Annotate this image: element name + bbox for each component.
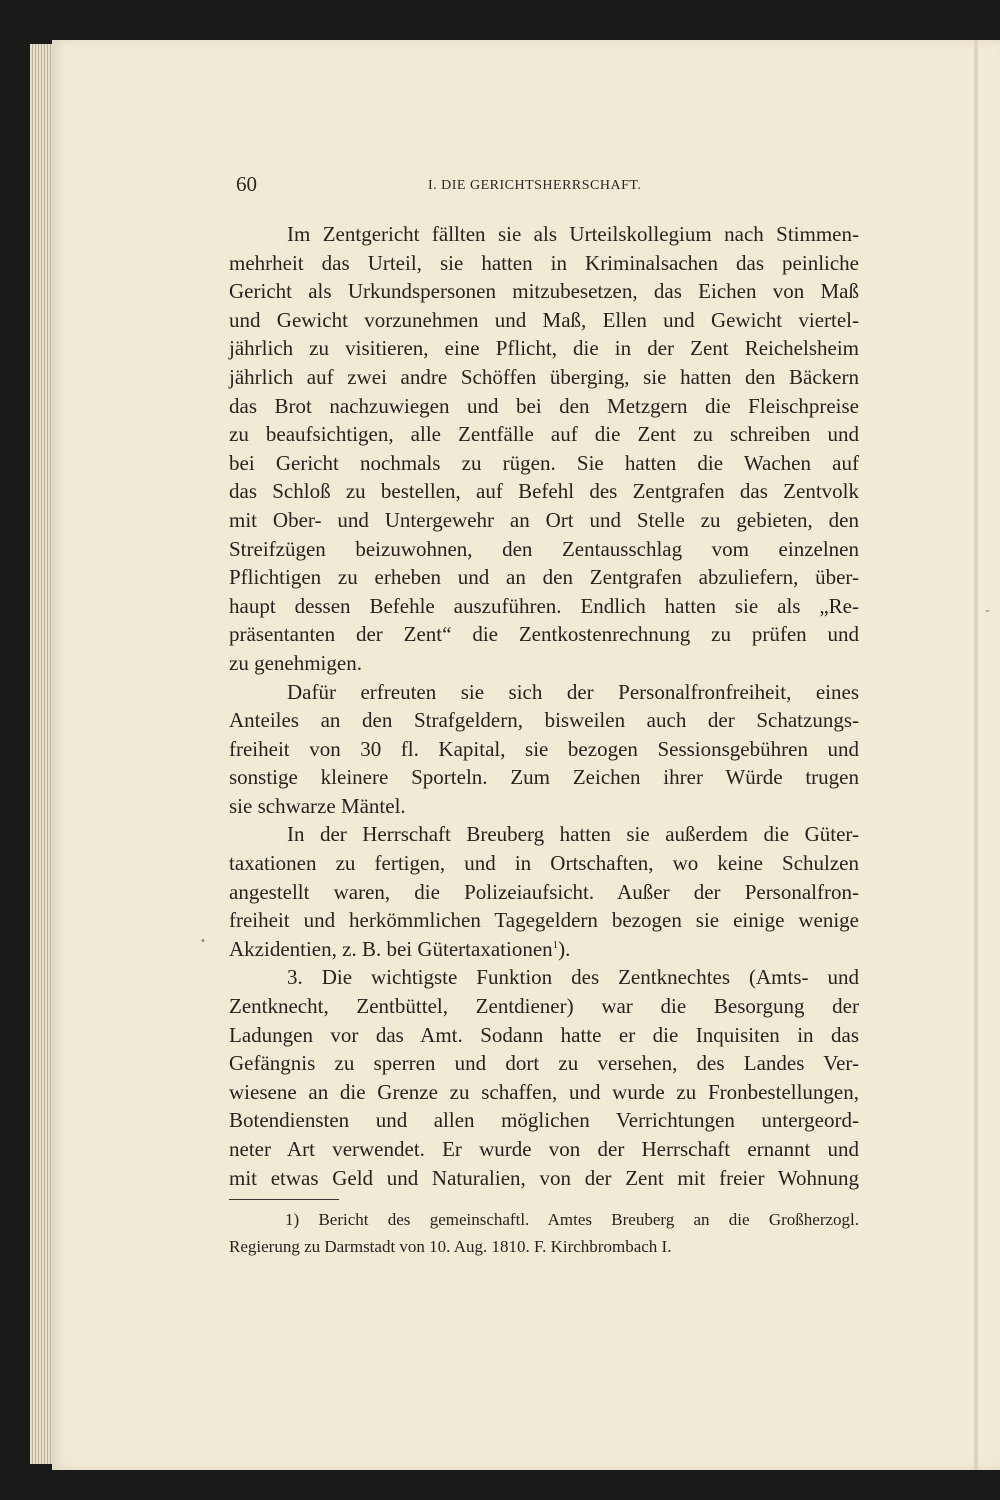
text-line: Dafür erfreuten sie sich der Personalfronfreiheit, eines	[287, 679, 859, 704]
text-line: Anteiles an den Strafgeldern, bisweilen auch der Schatzungs-	[229, 708, 859, 733]
text-line: Gefängnis zu sperren und dort zu versehen, des Landes Ver-	[229, 1051, 859, 1076]
text-line: jährlich zu visitieren, eine Pflicht, die in der Zent Reichelsheim	[229, 336, 859, 361]
margin-tick: -	[985, 603, 991, 619]
text-line: Im Zentgericht fällten sie als Urteilskollegium nach Stimmen-	[287, 222, 859, 246]
text-line: Streifzügen beizuwohnen, den Zentausschlag vom einzelnen	[229, 536, 859, 561]
facing-page-edge	[974, 40, 978, 1470]
text-line: 3. Die wichtigste Funktion des Zentknechtes (Amts- und	[287, 965, 859, 990]
running-head: I. DIE GERICHTSHERRSCHAFT.	[428, 178, 642, 193]
text-line: mehrheit das Urteil, sie hatten in Kriminalsachen das peinliche	[229, 250, 859, 275]
text-line: taxationen zu fertigen, und in Ortschaften, wo keine Schulzen	[229, 851, 859, 876]
text-line: zu genehmigen.	[229, 650, 362, 675]
footnote-line	[229, 1206, 859, 1233]
footnote-reference: 1	[552, 938, 559, 951]
text-line: freiheit und herkömmlichen Tagegeldern bezogen sie einige wenige	[229, 908, 859, 933]
text-line: bei Gericht nochmals zu rügen. Sie hatten die Wachen auf	[229, 450, 859, 475]
text-line: wiesene an die Grenze zu schaffen, und wurde zu Fronbestellungen,	[229, 1079, 859, 1104]
margin-dot: •	[200, 936, 206, 947]
text-line: Akzidentien, z. B. bei Gütertaxationen	[229, 936, 553, 961]
text-line: haupt dessen Befehle auszuführen. Endlich hatten sie als „Re-	[229, 593, 859, 618]
text-line: präsentanten der Zent“ die Zentkostenrechnung zu prüfen und	[229, 622, 859, 647]
footnote	[229, 1206, 859, 1260]
text-line: Gericht als Urkundspersonen mitzubesetzen, das Eichen von Maß	[229, 279, 859, 304]
text-line: das Schloß zu bestellen, auf Befehl des Zentgrafen das Zentvolk	[229, 479, 859, 504]
text-line: Ladungen vor das Amt. Sodann hatte er die Inquisiten in das	[229, 1022, 859, 1047]
text-line: und Gewicht vorzunehmen und Maß, Ellen und Gewicht viertel-	[229, 307, 859, 332]
text-line: Zentknecht, Zentbüttel, Zentdiener) war die Besorgung der	[229, 994, 859, 1019]
text-line: Botendiensten und allen möglichen Verrichtungen untergeord-	[229, 1108, 859, 1133]
text-line: mit Ober- und Untergewehr an Ort und Stelle zu gebieten, den	[229, 507, 859, 532]
footnote-divider	[229, 1199, 339, 1200]
footnote-reference-tail: ).	[558, 936, 571, 961]
text-line: In der Herrschaft Breuberg hatten sie außerdem die Güter-	[287, 822, 859, 847]
body-text	[229, 220, 859, 1192]
footnote-line: Regierung zu Darmstadt von 10. Aug. 1810. F. Kirchbrombach I.	[229, 1237, 672, 1256]
text-line: zu beaufsichtigen, alle Zentfälle auf die Zent zu schreiben und	[229, 422, 859, 447]
text-line: sie schwarze Mäntel.	[229, 793, 406, 818]
text-line: sonstige kleinere Sporteln. Zum Zeichen ihrer Würde trugen	[229, 765, 859, 790]
text-line: neter Art verwendet. Er wurde von der Herrschaft ernannt und	[229, 1137, 859, 1161]
text-line: mit etwas Geld und Naturalien, von der Zent mit freier Wohnung	[229, 1165, 859, 1190]
page-header	[236, 172, 876, 202]
page-number: 60	[236, 172, 257, 196]
text-line: freiheit von 30 fl. Kapital, sie bezogen Sessionsgebühren und	[229, 736, 859, 761]
text-line-with-footnote-ref	[229, 935, 859, 964]
text-line: Pflichtigen zu erheben und an den Zentgrafen abzuliefern, über-	[229, 565, 859, 590]
footnote-marker: 1)	[285, 1210, 300, 1229]
footnote-text: Bericht des gemeinschaftl. Amtes Breuberg an die Großherzogl.	[318, 1210, 860, 1229]
text-line: jährlich auf zwei andre Schöffen überging, sie hatten den Bäckern	[229, 364, 859, 389]
text-line: das Brot nachzuwiegen und bei den Metzgern die Fleischpreise	[229, 393, 859, 418]
text-line: angestellt waren, die Polizeiaufsicht. Außer der Personalfron-	[229, 879, 859, 904]
